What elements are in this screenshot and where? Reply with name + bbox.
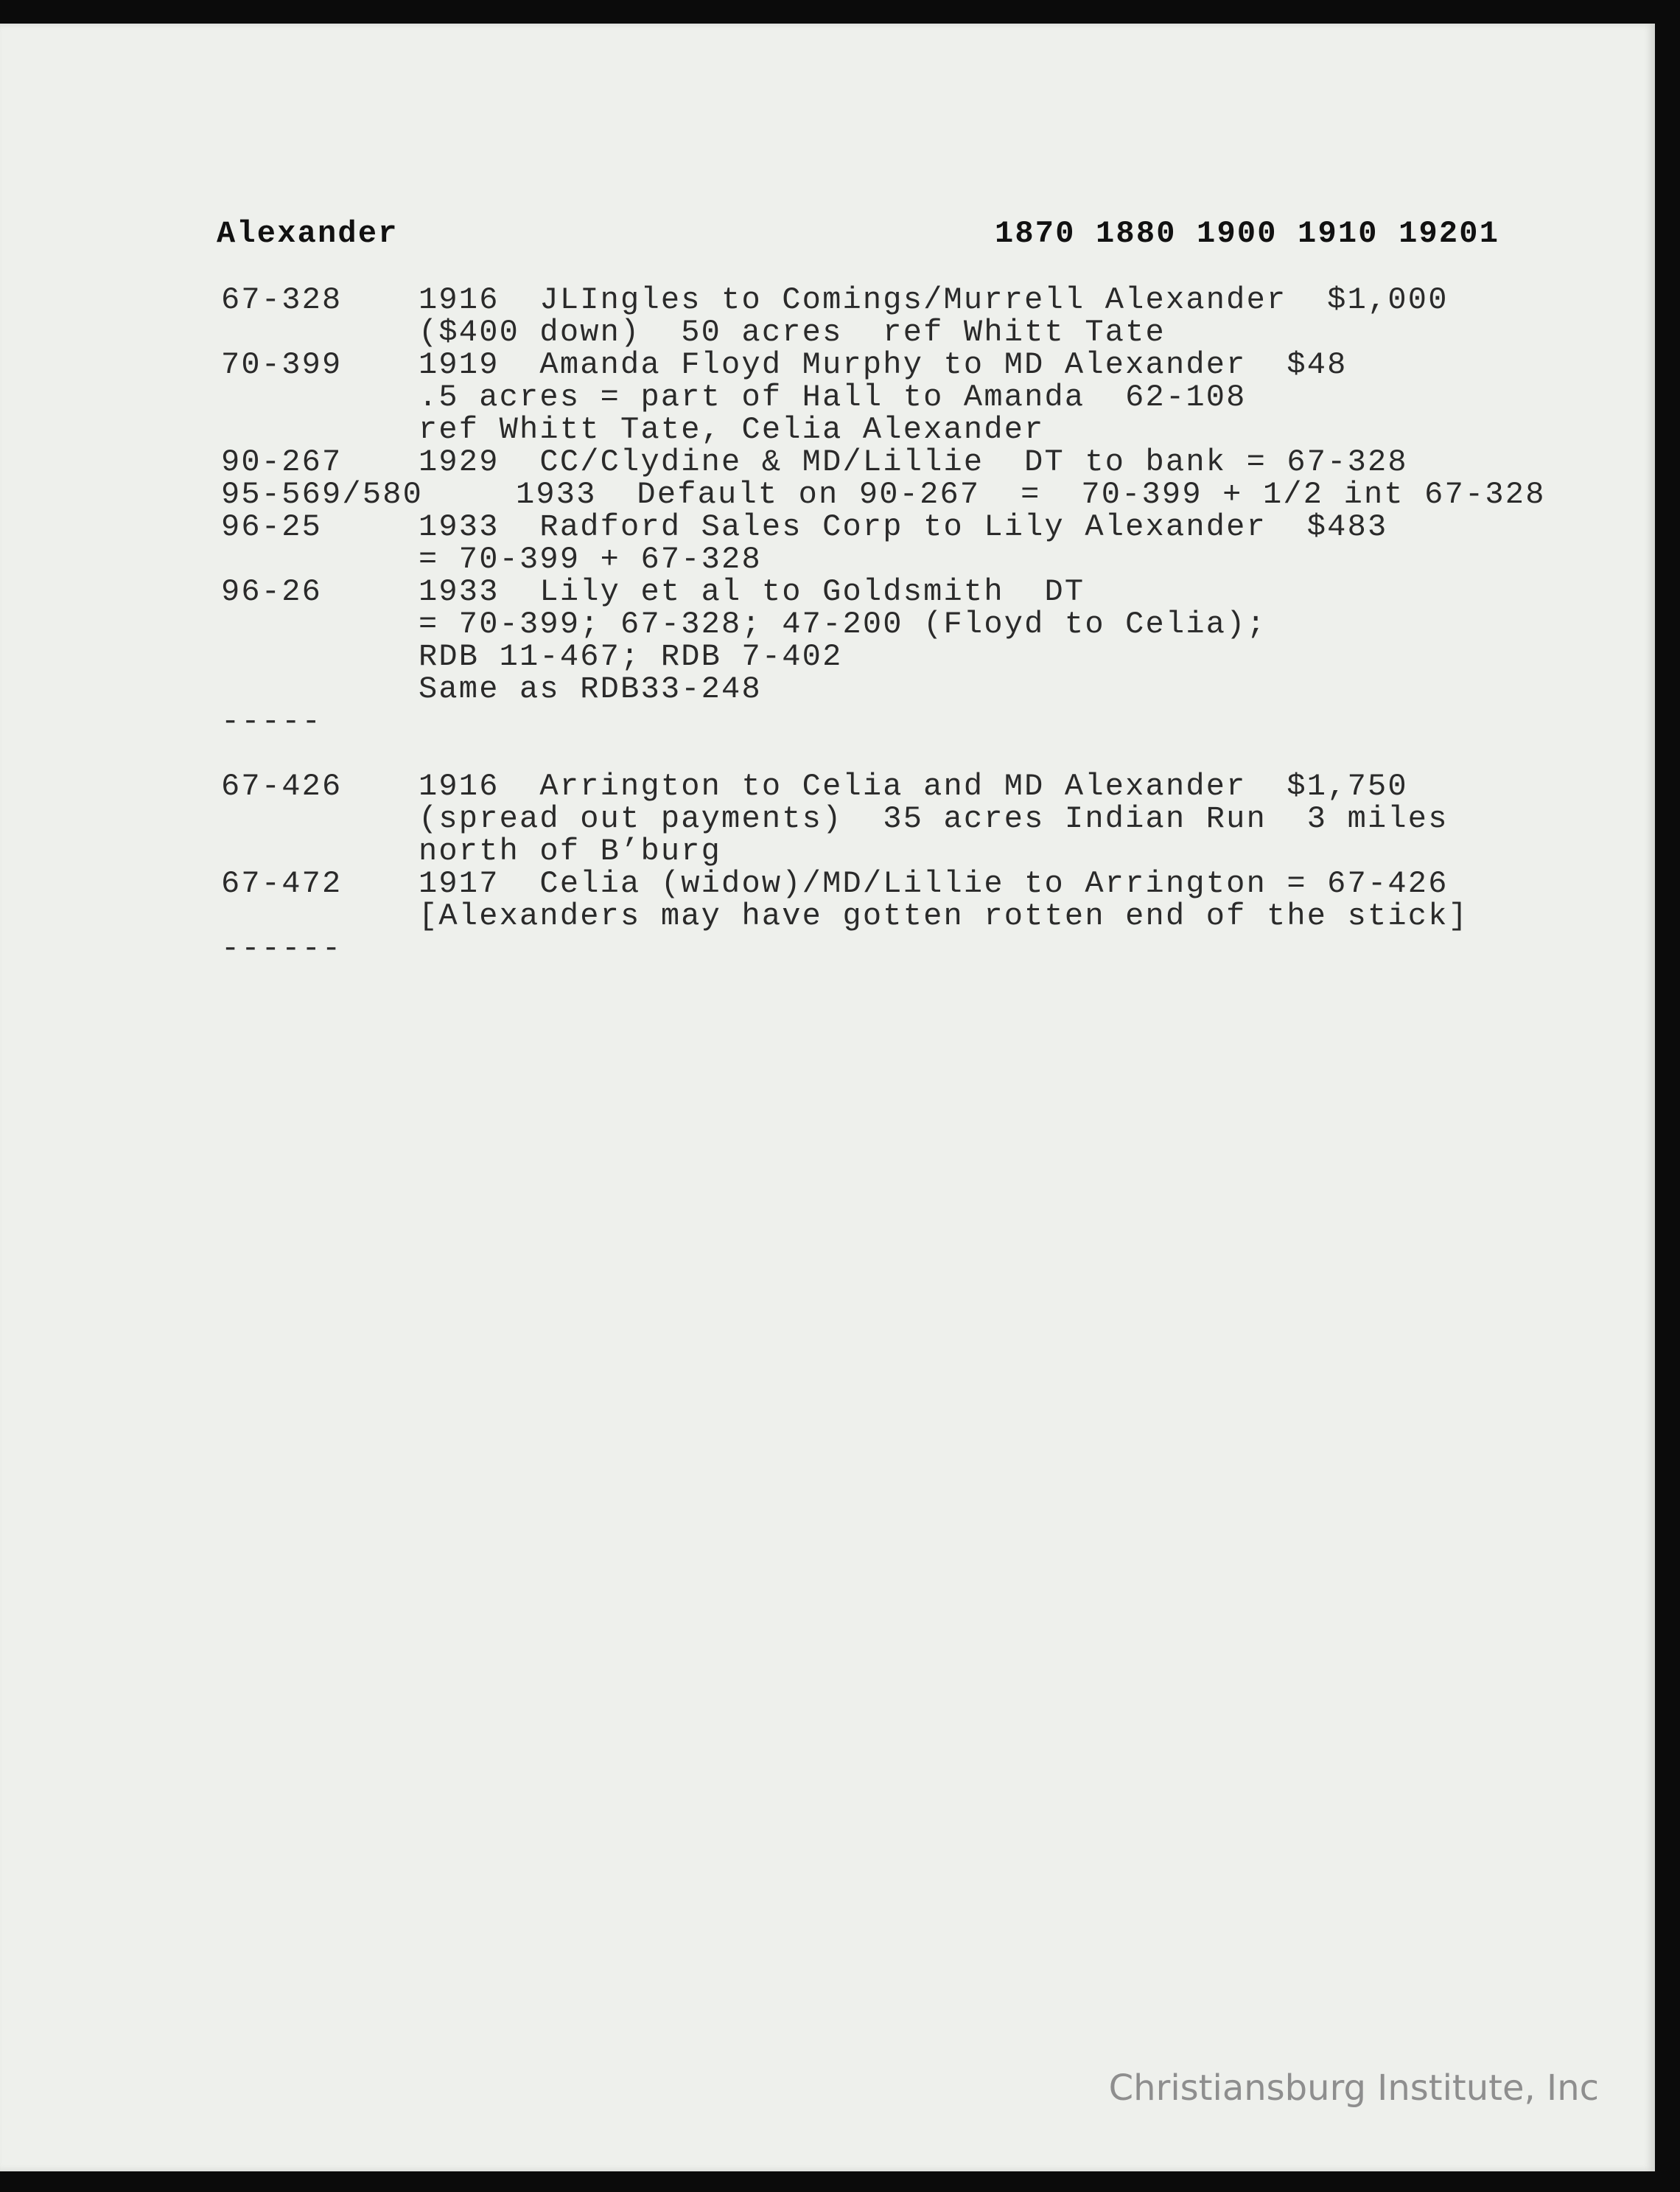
deed-ref: 70-399 [221, 347, 343, 383]
surname-heading: Alexander [217, 216, 399, 251]
deed-line: = 70-399 + 67-328 [419, 542, 762, 577]
deed-line: ref Whitt Tate, Celia Alexander [419, 412, 1045, 447]
deed-line: 1929 CC/Clydine & MD/Lillie DT to bank = 67-328 [419, 444, 1408, 480]
deed-line: (spread out payments) 35 acres Indian Run 3 miles [419, 801, 1449, 837]
deed-ref: 95-569/580 [221, 477, 424, 512]
watermark: Christiansburg Institute, Inc [1108, 2067, 1599, 2109]
deed-line: [Alexanders may have gotten rotten end of the stick] [419, 898, 1469, 934]
document-page [0, 24, 1655, 2171]
deed-line: 1919 Amanda Floyd Murphy to MD Alexander $48 [419, 347, 1348, 383]
deed-ref: 67-472 [221, 866, 343, 901]
deed-line: .5 acres = part of Hall to Amanda 62-108 [419, 380, 1247, 415]
deed-line: ($400 down) 50 acres ref Whitt Tate [419, 315, 1166, 350]
deed-line: Same as RDB33-248 [419, 671, 762, 707]
deed-ref: 67-426 [221, 769, 343, 804]
deed-line: RDB 11-467; RDB 7-402 [419, 639, 843, 674]
deed-line: = 70-399; 67-328; 47-200 (Floyd to Celia); [419, 607, 1267, 642]
deed-line: 1933 Lily et al to Goldsmith DT [419, 574, 1085, 610]
deed-line: 1916 JLIngles to Comings/Murrell Alexander $1,000 [419, 282, 1449, 318]
deed-ref: 96-26 [221, 574, 323, 610]
deed-line: 1916 Arrington to Celia and MD Alexander $1,750 [419, 769, 1408, 804]
deed-ref: 96-25 [221, 509, 323, 545]
census-years: 1870 1880 1900 1910 19201 [995, 216, 1500, 251]
deed-ref: 90-267 [221, 444, 343, 480]
deed-line: 1933 Default on 90-267 = 70-399 + 1/2 int 67-328 [516, 477, 1546, 512]
deed-line: 1933 Radford Sales Corp to Lily Alexander $483 [419, 509, 1388, 545]
separator: ----- [221, 704, 323, 739]
separator: ------ [221, 931, 343, 966]
deed-line: 1917 Celia (widow)/MD/Lillie to Arrington = 67-426 [419, 866, 1449, 901]
deed-ref: 67-328 [221, 282, 343, 318]
deed-line: north of B’burg [419, 834, 722, 869]
